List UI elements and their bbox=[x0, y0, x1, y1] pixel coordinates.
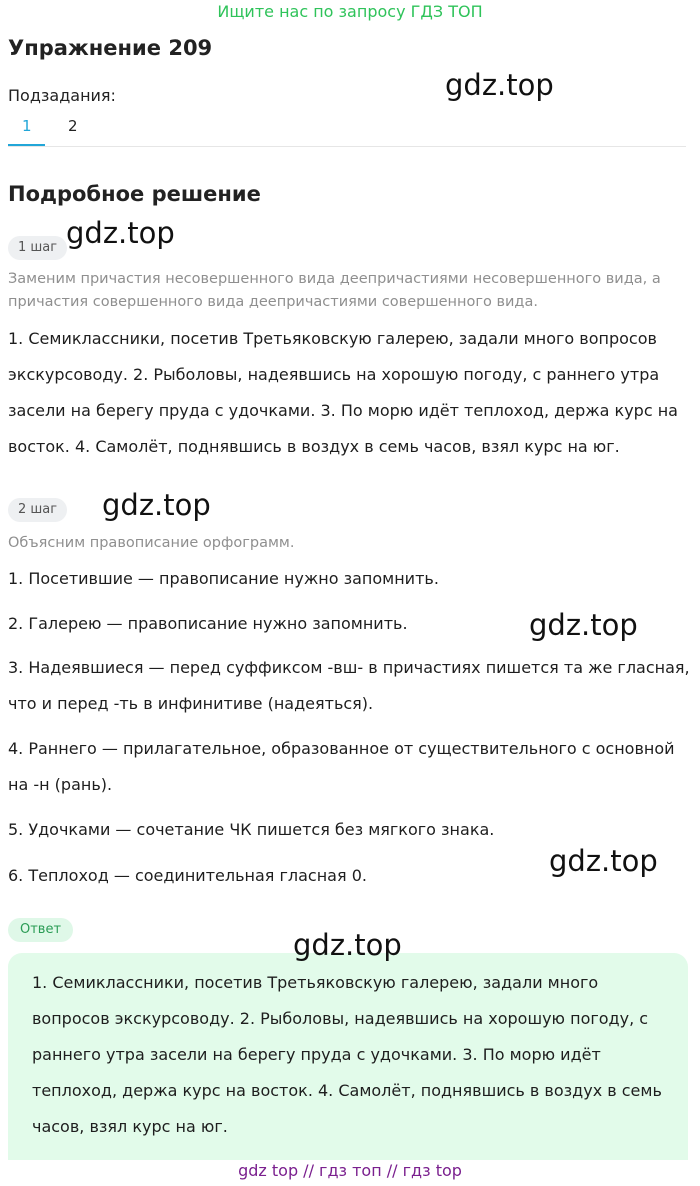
tabs-divider bbox=[8, 146, 686, 147]
promo-banner: Ищите нас по запросу ГДЗ ТОП bbox=[217, 2, 483, 21]
step-2-item-3: 3. Надеявшиеся — перед суффиксом -вш- в причастиях пишется та же гласная, что и перед -ть в инфинитиве (надеяться). bbox=[8, 658, 690, 713]
watermark: gdz.top bbox=[293, 928, 402, 962]
watermark: gdz.top bbox=[102, 488, 211, 522]
answer-box bbox=[8, 953, 688, 1160]
step-2-item-6: 6. Теплоход — соединительная гласная 0. bbox=[8, 866, 367, 885]
tab-subtask-2[interactable]: 2 bbox=[68, 117, 78, 135]
watermark: gdz.top bbox=[445, 68, 554, 102]
answer-badge: Ответ bbox=[8, 918, 73, 942]
footer-links: gdz top // гдз топ // гдз top bbox=[238, 1161, 462, 1180]
step-2-item-5: 5. Удочками — сочетание ЧК пишется без мягкого знака. bbox=[8, 820, 495, 839]
solution-title: Подробное решение bbox=[8, 182, 261, 206]
step-1-note: Заменим причастия несовершенного вида деепричастиями несовершенного вида, а причастия совершенного вида деепричастиями совершенного вида. bbox=[8, 271, 661, 310]
step-2-item-4: 4. Раннего — прилагательное, образованное от существительного с основной на -н (рань). bbox=[8, 739, 675, 794]
step-1-badge: 1 шаг bbox=[8, 236, 67, 260]
step-2-item-2: 2. Галерею — правописание нужно запомнить. bbox=[8, 614, 408, 633]
watermark: gdz.top bbox=[549, 844, 658, 878]
active-tab-indicator bbox=[8, 144, 45, 146]
exercise-title: Упражнение 209 bbox=[8, 36, 213, 60]
tab-subtask-1[interactable]: 1 bbox=[22, 117, 32, 135]
subtasks-label: Подзадания: bbox=[8, 86, 116, 105]
watermark: gdz.top bbox=[66, 216, 175, 250]
step-1-text: 1. Семиклассники, посетив Третьяковскую галерею, задали много вопросов экскурсоводу. 2. Рыболовы, надеявшись на хорошую погоду, с раннего утра засели на берегу пруда с удочками. 3. По морю идёт теплоход, держа курс на восток. 4. Самолёт, поднявшись в воздух в семь часов, взял курс на юг. bbox=[8, 329, 678, 456]
step-2-note: Объясним правописание орфограмм. bbox=[8, 535, 295, 551]
step-2-item-1: 1. Посетившие — правописание нужно запомнить. bbox=[8, 569, 439, 588]
watermark: gdz.top bbox=[529, 608, 638, 642]
answer-text: 1. Семиклассники, посетив Третьяковскую галерею, задали много вопросов экскурсоводу. 2. Рыболовы, надеявшись на хорошую погоду, с раннего утра засели на берегу пруда с удочками. 3. По морю идёт теплоход, держа курс на восток. 4. Самолёт, поднявшись в воздух в семь часов, взял курс на юг. bbox=[32, 973, 662, 1136]
step-2-badge: 2 шаг bbox=[8, 498, 67, 522]
